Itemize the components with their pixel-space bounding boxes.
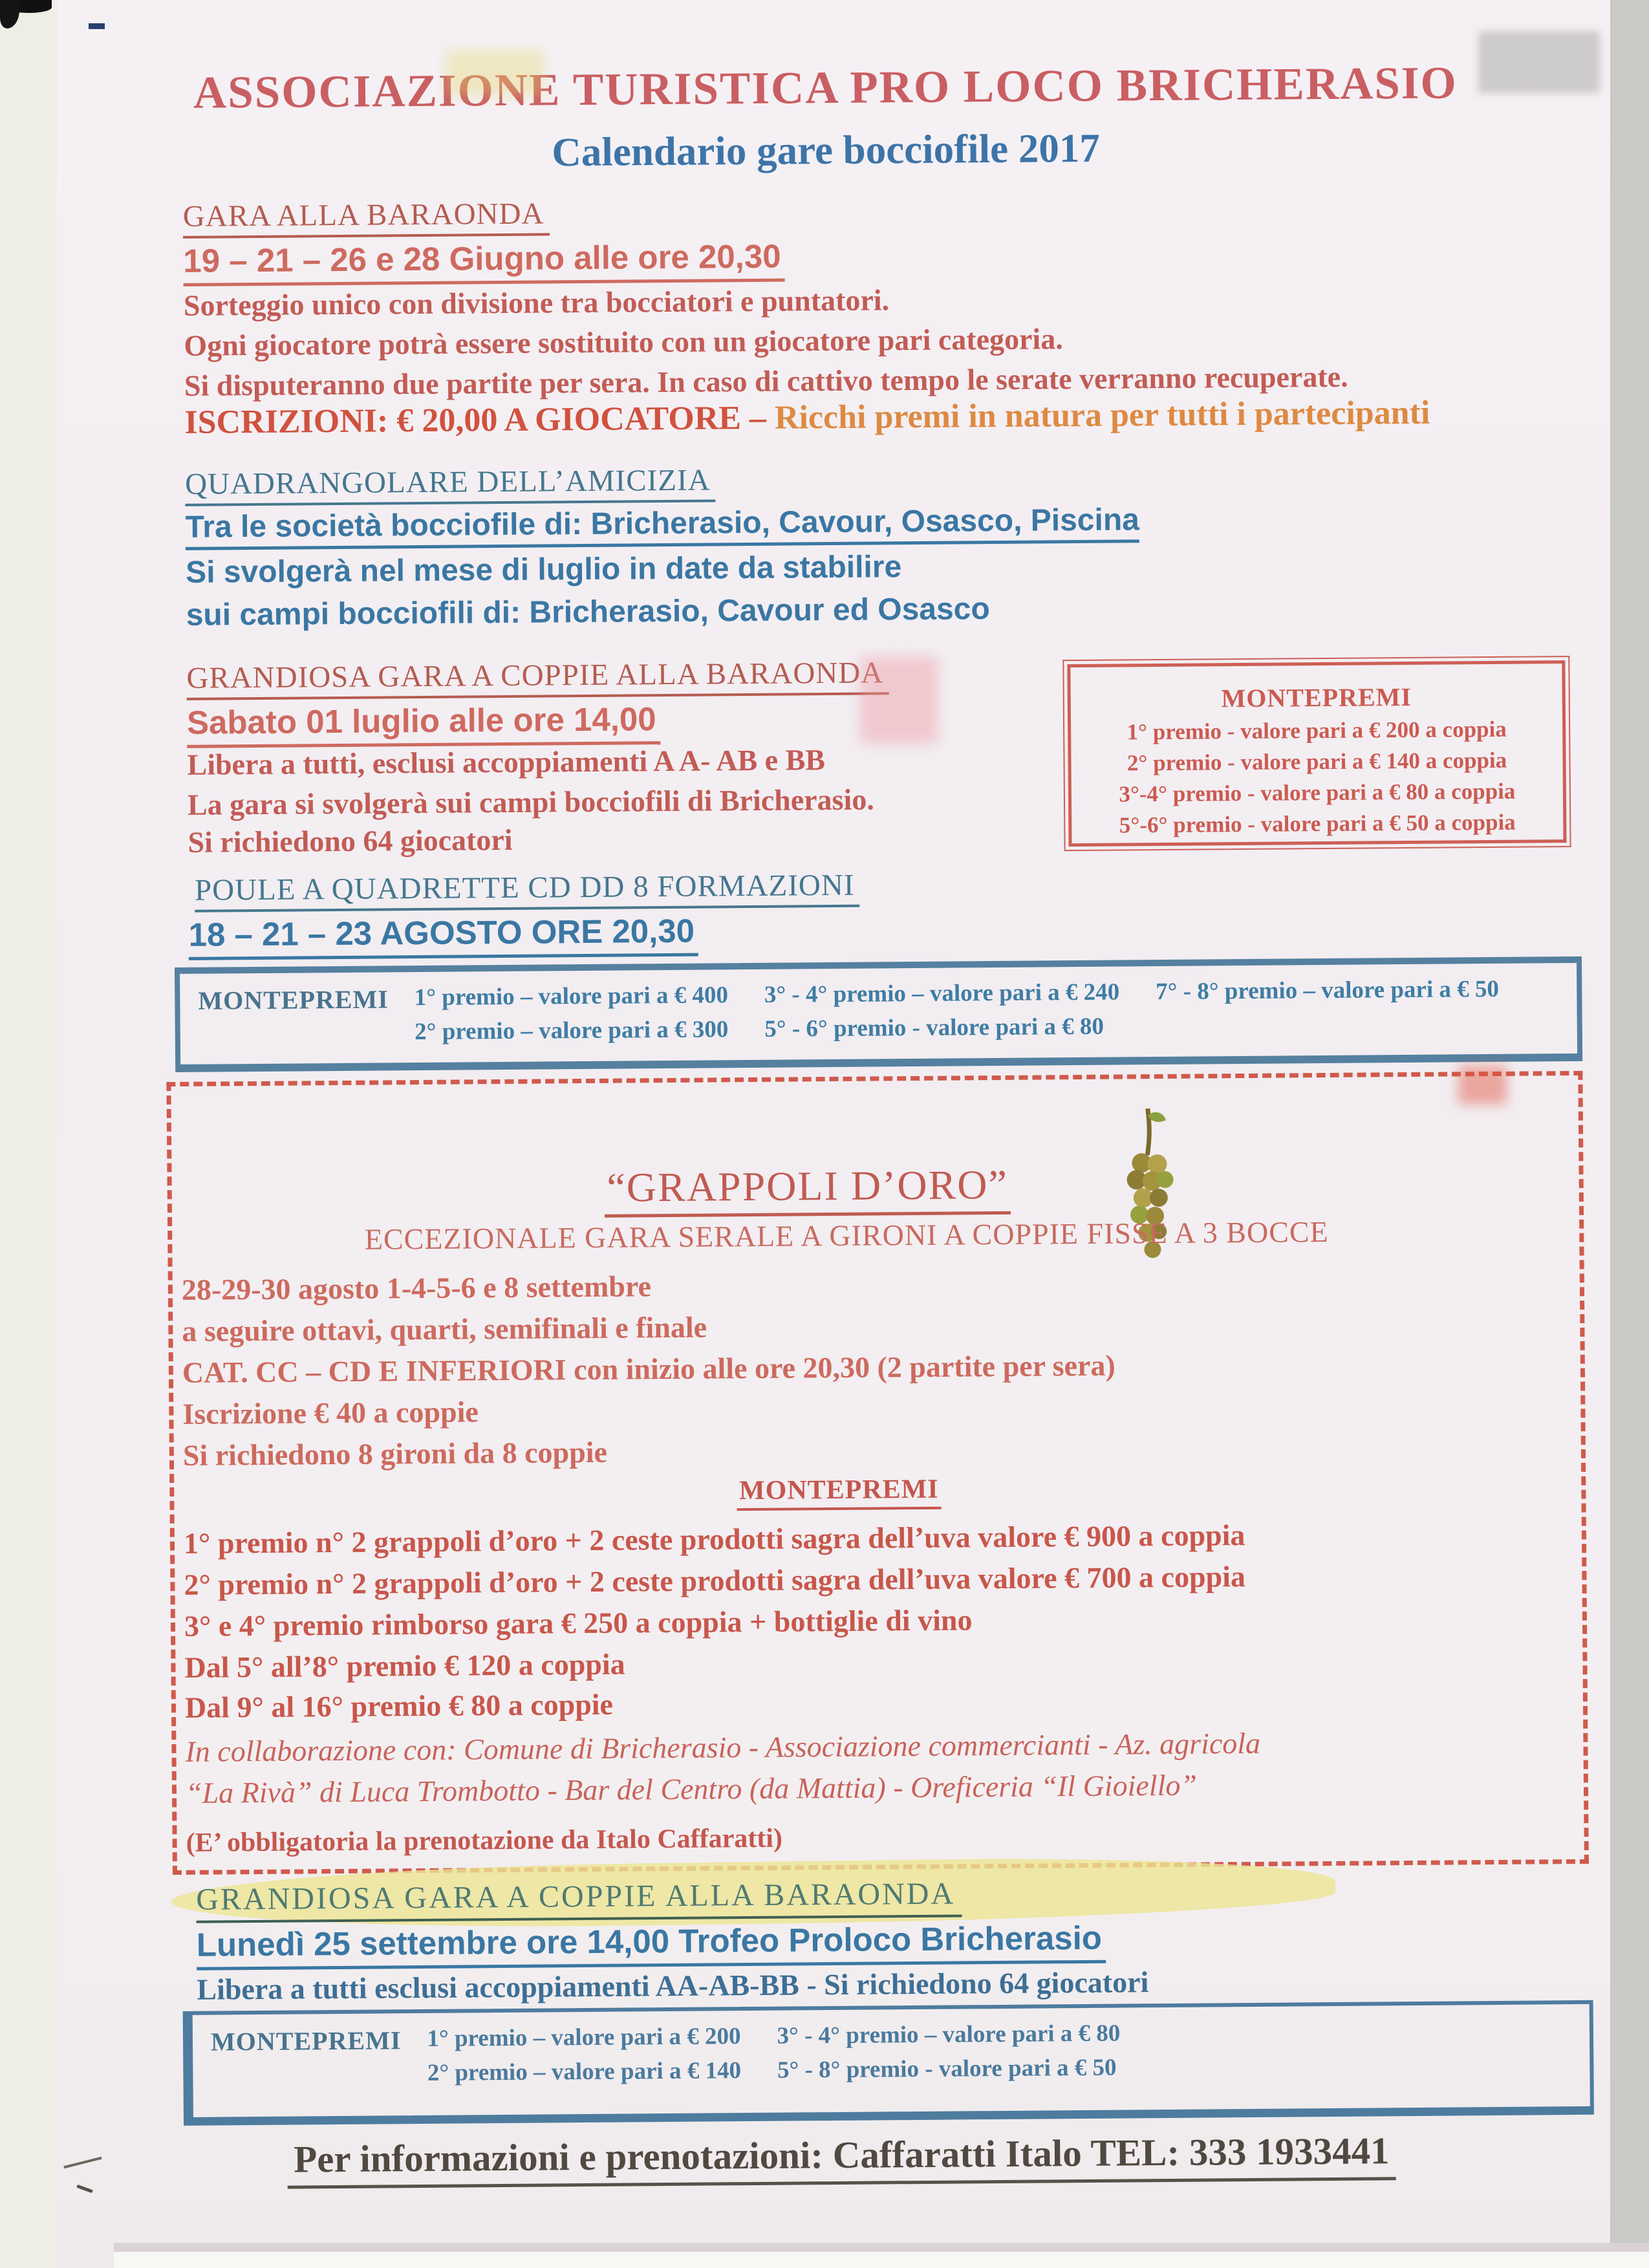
montepremi-row: 2° premio - valore pari a € 140 a coppia [1126,747,1507,776]
quadrangolare-line-3: sui campi bocciofili di: Bricherasio, Cavour ed Osasco [186,592,990,632]
flyer-content [48,0,1619,2268]
grappoli-line-2: a seguire ottavi, quarti, semifinali e finale [182,1310,707,1348]
montepremi-row: 3° - 4° premio – valore pari a € 80 [777,2020,1121,2049]
grappoli-line-1: 28-29-30 agosto 1-4-5-6 e 8 settembre [181,1269,652,1306]
section-baraonda-heading: GARA ALLA BARAONDA [183,196,550,233]
scan-red-smudge [1458,1066,1507,1105]
montepremi-row: 5°-6° premio - valore pari a € 50 a coppia [1119,809,1516,838]
montepremi-row: 1° premio – valore pari a € 400 [414,982,729,1011]
section-quadrangolare-heading: QUADRANGOLARE DELL’AMICIZIA [185,462,716,501]
grappoli-line-3: CAT. CC – CD E INFERIORI con inizio alle ore 20,30 (2 partite per sera) [182,1348,1116,1389]
coppie-luglio-line-2: La gara si svolgerà sui campi bocciofili di Bricherasio. [187,783,874,821]
grappoli-subtitle: ECCEZIONALE GARA SERALE A GIRONI A COPPIE FISSE A 3 BOCCE [364,1215,1329,1256]
grappoli-doro-box [166,1071,1589,1875]
scan-yellow-smudge [446,50,543,96]
scan-bottom-shadow [114,2243,1649,2252]
montepremi-column-3 [1156,975,1499,1012]
grappoli-line-4: Iscrizione € 40 a coppie [182,1395,479,1431]
coppie-luglio-date: Sabato 01 luglio alle ore 14,00 [187,700,660,742]
scan-bottom-strip [114,2252,1649,2268]
section-coppie-settembre-heading: GRANDIOSA GARA A COPPIE ALLA BARAONDA [196,1875,962,1917]
montepremi-row: 7° - 8° premio – valore pari a € 50 [1155,975,1500,1006]
baraonda-iscrizioni: ISCRIZIONI: € 20,00 A GIOCATORE – Ricchi premi in natura per tutti i partecipanti [184,394,1430,441]
paper-sheet [57,0,1610,2268]
quadrangolare-line-2: Si svolgerà nel mese di luglio in date da stabilire [185,550,902,590]
baraonda-line-1: Sorteggio unico con divisione tra bocciatori e puntatori. [183,283,890,322]
quadrangolare-line-1: Tra le società bocciofile di: Bricherasio, Cavour, Osasco, Piscina [185,502,1139,545]
montepremi-box-settembre [183,2000,1594,2126]
montepremi-row: 2° premio – valore pari a € 300 [415,1016,729,1046]
scan-pink-smudge [860,656,938,744]
grappoli-collab-2: “La Rivà” di Luca Trombotto - Bar del Centro (da Mattia) - Oreficeria “Il Gioiello” [185,1768,1198,1809]
montepremi-box-luglio [1067,660,1566,847]
coppie-luglio-line-3: Si richiedono 64 giocatori [188,823,513,859]
montepremi-row: 5° - 8° premio - valore pari a € 50 [777,2054,1117,2084]
scan-gray-smudge [1478,31,1600,93]
grappoli-premio: Dal 5° all’8° premio € 120 a coppia [184,1647,625,1684]
scanner-margin [0,0,57,2268]
grappoli-premio: 3° e 4° premio rimborso gara € 250 a coppia + bottiglie di vino [184,1603,973,1643]
grappoli-premio: 2° premio n° 2 grappoli d’oro + 2 ceste prodotti sagra dell’uva valore € 700 a coppia [184,1560,1246,1601]
montepremi-row: 3°-4° premio - valore pari a € 80 a coppia [1119,778,1516,807]
scan-ink-dash-artifact [89,23,105,29]
coppie-luglio-line-1: Libera a tutti, esclusi accoppiamenti A A- AB e BB [187,743,826,781]
montepremi-column-2 [764,978,1120,1050]
grappoli-collab-1: In collaborazione con: Comune di Bricherasio - Associazione commercianti - Az. agricola [185,1726,1261,1768]
grappoli-title: “GRAPPOLI D’ORO” [103,1157,1511,1216]
montepremi-box-poule [175,956,1582,1072]
section-poule-heading: POULE A QUADRETTE CD DD 8 FORMAZIONI [195,868,860,908]
grappoli-premio: Dal 9° al 16° premio € 80 a coppie [184,1687,614,1724]
baraonda-line-2: Ogni giocatore potrà essere sostituito con un giocatore pari categoria. [184,322,1063,362]
grappoli-montepremi-title: MONTEPREMI [135,1469,1542,1511]
page-title: ASSOCIAZIONE TURISTICA PRO LOCO BRICHERASIO [193,58,1458,118]
section-coppie-luglio-heading: GRANDIOSA GARA A COPPIE ALLA BARAONDA [186,655,889,696]
montepremi-title: MONTEPREMI [1221,682,1412,713]
baraonda-line-3: Si disputeranno due partite per sera. In caso di cattivo tempo le serate verranno recuperate. [184,360,1348,402]
montepremi-row: 2° premio – valore pari a € 140 [427,2057,742,2086]
montepremi-label: MONTEPREMI [198,984,389,1015]
montepremi-label: MONTEPREMI [210,2025,402,2057]
grappoli-note: (E’ obbligatoria la prenotazione da Italo Caffaratti) [186,1823,783,1858]
montepremi-column-1 [427,2022,741,2093]
grappoli-premio: 1° premio n° 2 grappoli d’oro + 2 ceste prodotti sagra dell’uva valore € 900 a coppia [183,1518,1245,1560]
montepremi-column-2 [777,2020,1121,2091]
coppie-settembre-date: Lunedì 25 settembre ore 14,00 Trofeo Proloco Bricherasio [197,1919,1106,1964]
montepremi-row: 5° - 6° premio - valore pari a € 80 [764,1013,1105,1042]
footer-contact: Per informazioni e prenotazioni: Caffaratti Italo TEL: 333 1933441 [65,2127,1618,2184]
montepremi-row: 1° premio – valore pari a € 200 [427,2023,741,2052]
poule-date: 18 – 21 – 23 AGOSTO ORE 20,30 [188,912,698,954]
page-subtitle: Calendario gare bocciofile 2017 [552,125,1101,175]
baraonda-date: 19 – 21 – 26 e 28 Giugno alle ore 20,30 [183,237,785,280]
montepremi-row: 3° - 4° premio – valore pari a € 240 [764,978,1120,1008]
montepremi-column-1 [415,981,729,1052]
coppie-settembre-line-1: Libera a tutti esclusi accoppiamenti AA-AB-BB - Si richiedono 64 giocatori [197,1965,1149,2006]
montepremi-row: 1° premio - valore pari a € 200 a coppia [1126,716,1507,745]
grappoli-line-5: Si richiedono 8 gironi da 8 coppie [182,1435,608,1472]
